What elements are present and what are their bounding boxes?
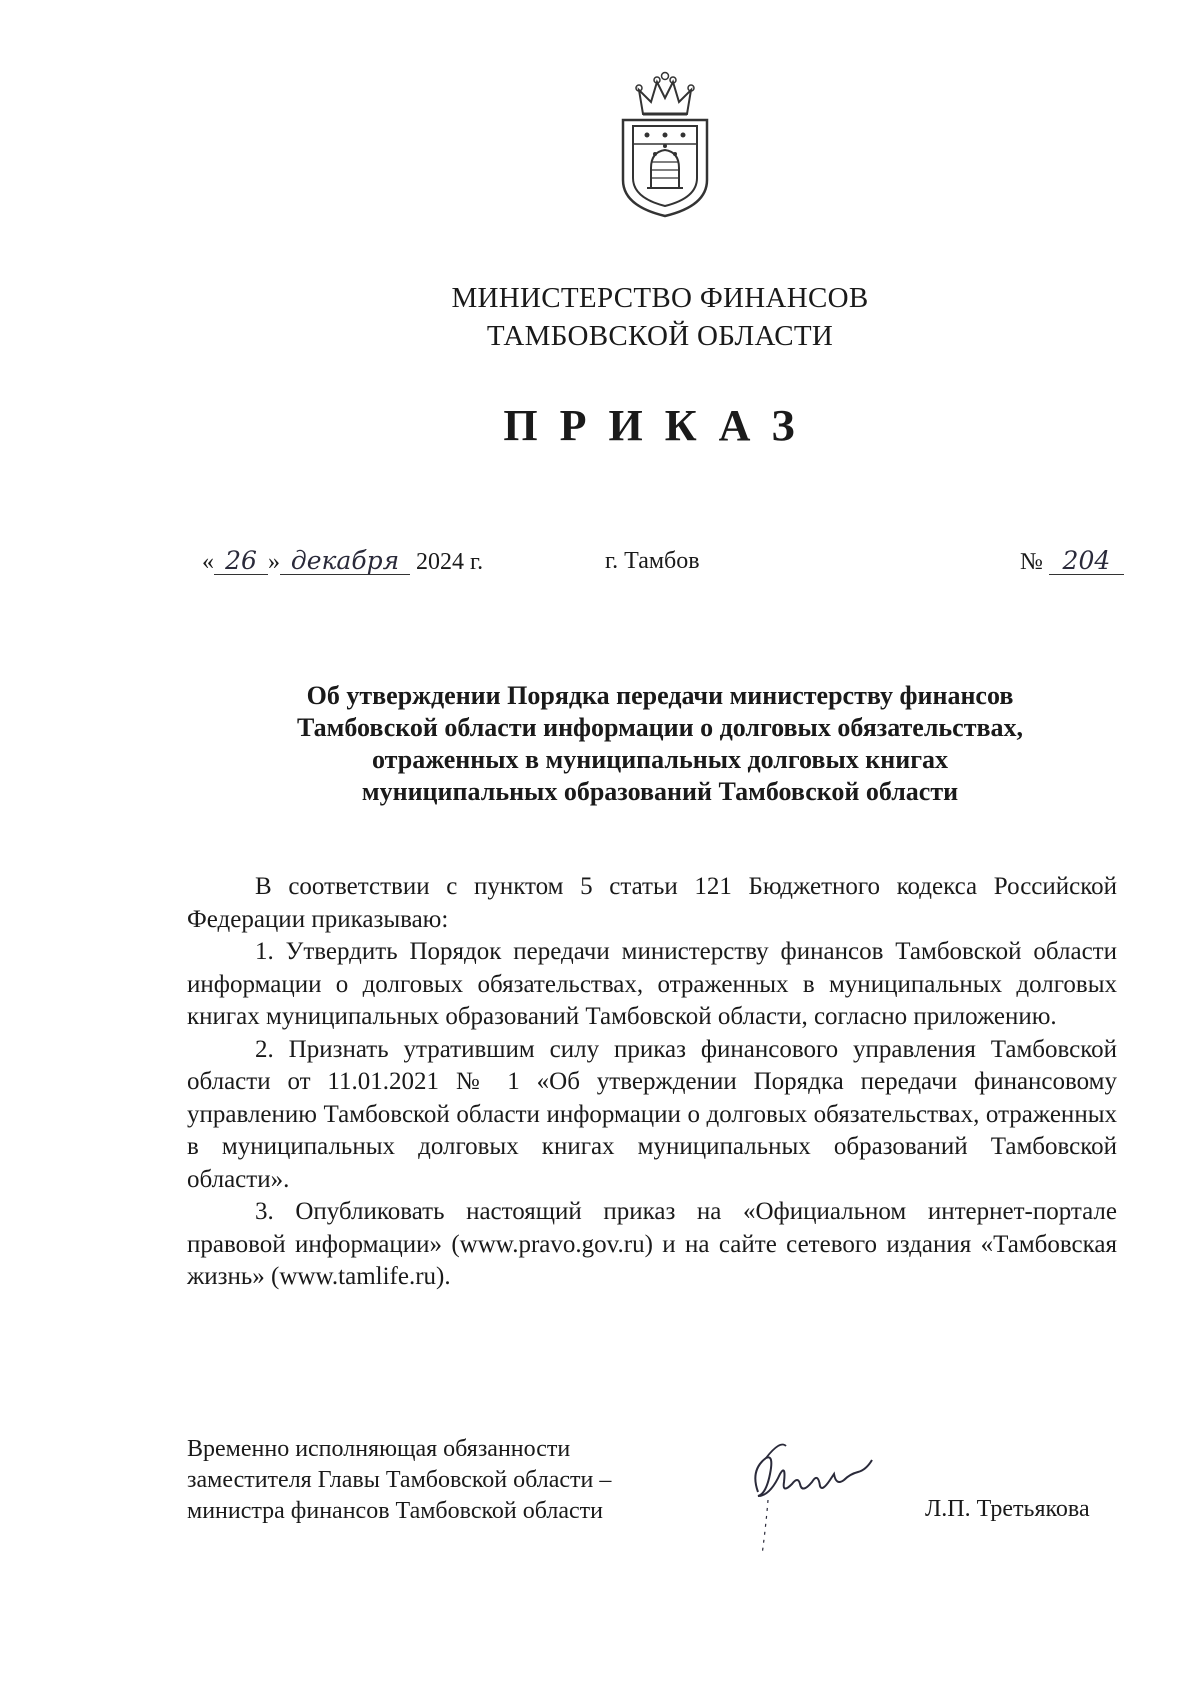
subject-line: Тамбовской области информации о долговых обязательствах,	[296, 713, 1024, 742]
coat-of-arms-icon	[615, 70, 715, 220]
order-body	[187, 871, 1117, 1294]
subject-line: Об утверждении Порядка передачи министерству финансов	[306, 681, 1014, 710]
order-city: г. Тамбов	[605, 548, 700, 574]
date-quote-close: »	[268, 549, 280, 575]
position-line: заместителя Главы Тамбовской области –	[187, 1467, 612, 1493]
number-value: 204	[1049, 548, 1124, 575]
ministry-name-line2: ТАМБОВСКОЙ ОБЛАСТИ	[486, 320, 834, 352]
body-item-3: 3. Опубликовать настоящий приказ на «Официальном интернет-портале правовой информации» (www.pravo.gov.ru) и на сайте сетевого издания «Тамбовская жизнь» (www.tamlife.ru).	[187, 1198, 1117, 1290]
order-subject	[160, 680, 1160, 808]
signatory-position	[187, 1434, 611, 1527]
position-line: министра финансов Тамбовской области	[187, 1498, 603, 1524]
subject-line: отраженных в муниципальных долговых книгах	[371, 745, 948, 774]
handwritten-signature	[740, 1430, 900, 1560]
signatory-name: Л.П. Третьякова	[925, 1496, 1090, 1522]
order-number	[1020, 548, 1124, 576]
order-date	[202, 548, 483, 576]
subject-line: муниципальных образований Тамбовской области	[361, 777, 959, 806]
date-month: декабря	[280, 548, 410, 575]
body-intro: В соответствии с пунктом 5 статьи 121 Бюджетного кодекса Российской Федерации приказываю:	[187, 873, 1117, 933]
ministry-name-line1: МИНИСТЕРСТВО ФИНАНСОВ	[451, 282, 869, 314]
body-item-1: 1. Утвердить Порядок передачи министерству финансов Тамбовской области информации о долговых обязательствах, отраженных в муниципальных долговых книгах муниципальных образований Тамбовской области, согласно приложению.	[187, 938, 1117, 1030]
number-label: №	[1020, 549, 1043, 575]
document-type-title: ПРИКАЗ	[503, 401, 817, 450]
body-item-2: 2. Признать утратившим силу приказ финансового управления Тамбовской области от 11.01.2021 № 1 «Об утверждении Порядка передачи финансовому управлению Тамбовской области информации о долговых обязательствах, отраженных в муниципальных долговых книгах муниципальных образований Тамбовской области».	[187, 1035, 1117, 1193]
position-line: Временно исполняющая обязанности	[187, 1436, 571, 1462]
date-year: 2024 г.	[416, 549, 484, 575]
date-quote-open: «	[202, 549, 214, 575]
date-day: 26	[214, 548, 268, 575]
